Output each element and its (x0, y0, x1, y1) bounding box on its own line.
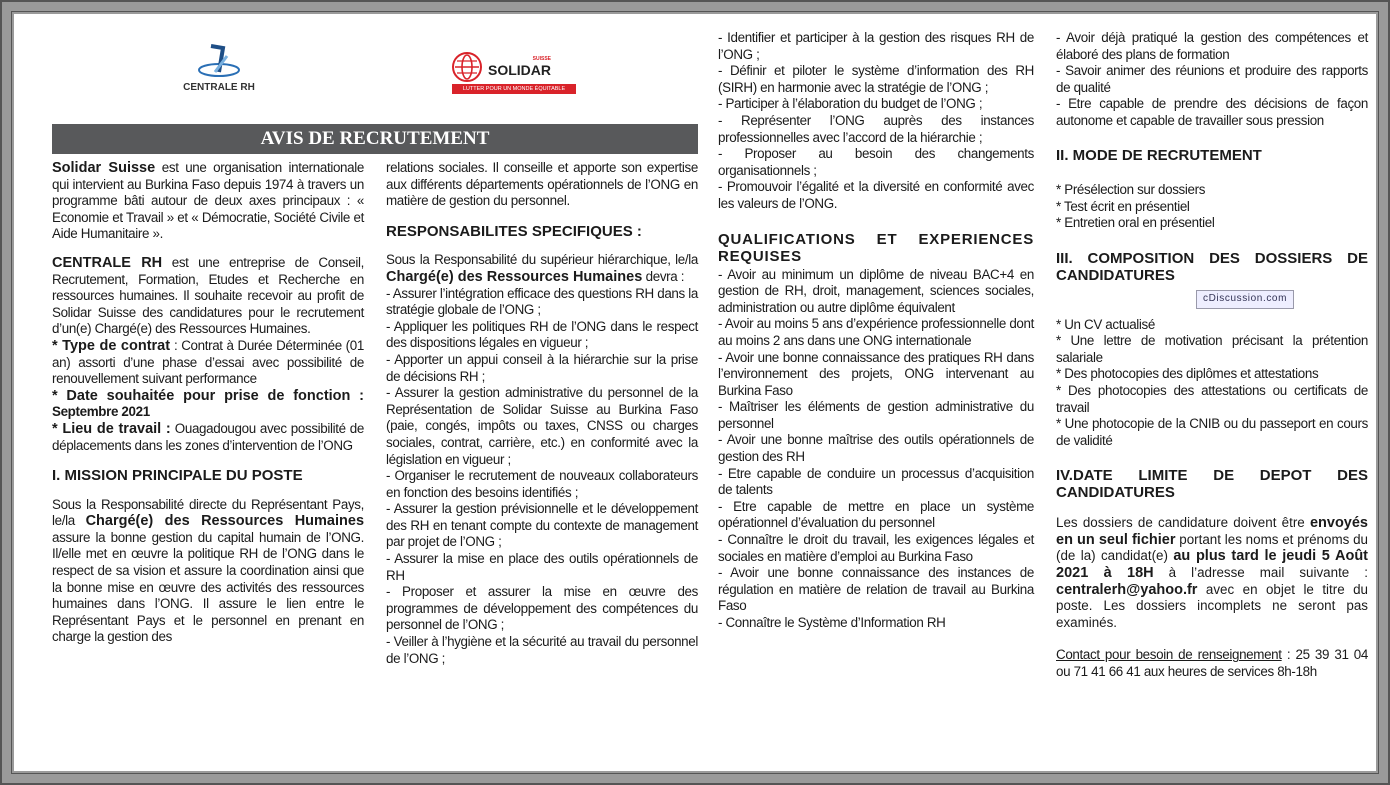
solidar-logo (452, 52, 592, 94)
globe-icon (452, 52, 482, 82)
doc-item: * Une lettre de motivation précisant la prétention salariale (1056, 333, 1368, 365)
intro-paragraph-solidar (52, 160, 364, 243)
qual-item: - Avoir au minimum un diplôme de niveau BAC+4 en gestion de RH, droit, management, sciences sociales, administration ou autre diplôme équivalent (718, 266, 1034, 315)
centrale-rh-logo-text: CENTRALE RH (183, 82, 255, 93)
logo-area (52, 30, 698, 122)
deadline-d: au plus tard le jeudi 5 Août 2021 à 18H (1056, 548, 1369, 582)
resp-intro-a: Sous la Responsabilité du supérieur hiérarchique, le/la (386, 252, 698, 268)
section-1-title: I. MISSION PRINCIPALE DU POSTE (52, 467, 303, 485)
list-item: - Définir et piloter le système d’information des RH (SIRH) en harmonie avec la stratégie de l’ONG ; (718, 63, 1034, 95)
mode-item: * Test écrit en présentiel (1056, 198, 1190, 214)
firm-desc: est une entreprise de Conseil, Recrutement, Formation, Etudes et Recherche en ressources humaines. Il souhaite recevoir au profit de Solidar Suisse des candidatures pour le recrutement d’un(e) Chargé(e) des Ressources Humaines. (52, 254, 364, 337)
qual-item: - Avoir une bonne connaissance des pratiques RH dans l’environnement des projets, ONG intervenant au Burkina Faso (718, 349, 1034, 398)
qual-item: - Connaître le Système d’Information RH (718, 615, 946, 630)
deadline-e: à l’adresse mail suivante : (1153, 565, 1368, 581)
page-content (32, 30, 1386, 783)
contact-text: : 25 39 31 04 ou 71 41 66 41 aux heures de services 8h-18h (1056, 647, 1368, 680)
resp-intro-c: devra : (642, 268, 685, 284)
centrale-rh-logo (164, 44, 274, 93)
list-item: - Organiser le recrutement de nouveaux collaborateurs en fonction des besoins identifiés ; (386, 468, 698, 500)
location-label: * Lieu de travail : (52, 420, 171, 437)
doc-item: * Des photocopies des attestations ou certificats de travail (1056, 382, 1368, 415)
qual-item: - Avoir une bonne maîtrise des outils opérationnels de gestion des RH (718, 432, 1034, 465)
mode-item: * Présélection sur dossiers (1056, 182, 1206, 198)
deadline-c: portant les noms et prénoms du (de la) candidat(e) (1056, 531, 1368, 564)
watermark: cDiscussion.com (1196, 290, 1294, 309)
list-item: - Promouvoir l’égalité et la diversité en conformité avec les valeurs de l’ONG. (718, 179, 1034, 211)
column-1 (52, 160, 364, 646)
mission-a: Sous la Responsabilité directe du Représentant Pays, le/la (52, 496, 364, 529)
qual-item: - Etre capable de conduire un processus d’acquisition de talents (718, 465, 1034, 498)
qual-item: - Connaître le droit du travail, les exigences légales et sociales en matière d’emploi au Burkina Faso (718, 532, 1034, 564)
location-text: Ouagadougou avec possibilité de déplacements dans les zones d’intervention de l’ONG (52, 420, 364, 453)
list-item: - Veiller à l’hygiène et la sécurité au travail du personnel de l’ONG ; (386, 634, 698, 666)
list-item: - Proposer au besoin des changements organisationnels ; (718, 146, 1034, 178)
list-item: - Participer à l’élaboration du budget de l’ONG ; (718, 96, 983, 112)
date-label: * Date souhaitée pour prise de fonction : (52, 387, 364, 404)
list-item: - Etre capable de prendre des décisions de façon autonome et capable de travailler sous pression (1056, 96, 1368, 128)
list-item: - Assurer la gestion administrative du personnel de la Représentation de Solidar Suisse au Burkina Faso (paie, congés, impôts ou taxes, CNSS ou charges sociales, contrat, carrière, etc.) en conformité avec la législation en vigueur ; (386, 385, 698, 467)
list-item: - Savoir animer des réunions et produire des rapports de qualité (1056, 63, 1368, 95)
doc-item: * Une photocopie de la CNIB ou du passeport en cours de validité (1056, 416, 1368, 448)
column-3 (718, 30, 1034, 632)
list-item: - Assurer la mise en place des outils opérationnels de RH (386, 551, 698, 583)
firm-name: CENTRALE RH (52, 254, 163, 271)
centrale-rh-mark-icon (197, 44, 241, 80)
contact-paragraph (1056, 647, 1368, 680)
mission-paragraph (52, 497, 364, 646)
list-item: - Appliquer les politiques RH de l’ONG dans le respect des dispositions légales en vigueur ; (386, 318, 698, 351)
solidar-super: SUISSE (532, 56, 551, 62)
list-item: - Avoir déjà pratiqué la gestion des compétences et élaboré des plans de formation (1056, 30, 1368, 62)
deadline-b: envoyés en un seul fichier (1056, 515, 1368, 548)
deadline-paragraph (1056, 515, 1368, 631)
section-4-title: IV.DATE LIMITE DE DEPOT DES CANDIDATURES (1056, 467, 1368, 502)
contact-label: Contact pour besoin de renseignement (1056, 647, 1282, 663)
email-link[interactable]: centralerh@yahoo.fr (1056, 581, 1198, 598)
deadline-g: avec en objet le titre du poste. Les dossiers incomplets ne seront pas examinés. (1056, 581, 1368, 630)
column-4 (1056, 30, 1368, 681)
contract-label: * Type de contrat (52, 337, 171, 354)
qual-item: - Avoir une bonne connaissance des instances de régulation en matière de relation de travail au Burkina Faso (718, 565, 1034, 614)
date-text: Septembre 2021 (52, 404, 150, 420)
responsibilities-title: RESPONSABILITES SPECIFIQUES : (386, 222, 642, 240)
section-3-title: III. COMPOSITION DES DOSSIERS DE CANDIDATURES (1056, 249, 1368, 284)
deadline-a: Les dossiers de candidature doivent être (1056, 515, 1310, 531)
section-2-title: II. MODE DE RECRUTEMENT (1056, 146, 1262, 164)
responsibilities-intro (386, 252, 698, 285)
qualifications-title: QUALIFICATIONS ET EXPERIENCES REQUISES (718, 230, 1034, 265)
doc-item: * Des photocopies des diplômes et attestations (1056, 366, 1319, 382)
list-item: - Proposer et assurer la mise en œuvre des programmes de développement des compétences du personnel de l’ONG ; (386, 584, 698, 633)
resp-intro-b: Chargé(e) des Ressources Humaines (386, 268, 643, 285)
qual-item: - Maîtriser les éléments de gestion administrative du personnel (718, 399, 1034, 431)
qual-item: - Avoir au moins 5 ans d’expérience professionnelle dont au moins 2 ans dans une ONG internationale (718, 316, 1034, 348)
solidar-name: SOLIDAR (488, 62, 551, 78)
list-item: - Identifier et participer à la gestion des risques RH de l’ONG ; (718, 30, 1034, 62)
work-location (52, 421, 364, 454)
org-desc: est une organisation internationale qui intervient au Burkina Faso depuis 1974 à travers un programme bâti autour de deux axes principaux : « Economie et Travail » et « Démocratie, Société Civile et Aide Humanitaire ». (52, 160, 364, 242)
list-item: - Représenter l’ONG auprès des instances professionnelles avec l’accord de la hiérarchie ; (718, 112, 1034, 145)
doc-item: * Un CV actualisé (1056, 316, 1155, 332)
list-item: - Assurer la gestion prévisionnelle et le développement des RH en tenant compte du contexte de management par projet de l’ONG ; (386, 501, 698, 550)
org-name: Solidar Suisse (52, 160, 156, 176)
qual-item: - Etre capable de mettre en place un système opérationnel d’évaluation du personnel (718, 498, 1034, 531)
intro-paragraph-centrale (52, 255, 364, 338)
mission-c: assure la bonne gestion du capital humain de l’ONG. Il/elle met en œuvre la politique RH de l’ONG dans le respect de sa vision et assure la coordination ainsi que la bonne mise en œuvre des activités des ressources humaines dans l’ONG. Il assure le lien entre le Représentant Pays et le personnel en prenant en charge la gestion des (52, 529, 364, 645)
mode-item: * Entretien oral en présentiel (1056, 215, 1215, 231)
contract-type (52, 338, 364, 388)
page-title: AVIS DE RECRUTEMENT (52, 124, 698, 154)
contract-text: : Contrat à Durée Déterminée (01 an) assorti d’une phase d’essai avec possibilité de renouvellement suivant performance (52, 337, 364, 387)
mission-b: Chargé(e) des Ressources Humaines (85, 513, 365, 530)
start-date (52, 388, 364, 421)
list-item: - Assurer l’intégration efficace des questions RH dans la stratégie globale de l’ONG ; (386, 285, 698, 318)
list-item: - Apporter un appui conseil à la hiérarchie sur la prise de décisions RH ; (386, 351, 698, 384)
mission-continued: relations sociales. Il conseille et apporte son expertise aux différents départements opérationnels de l’ONG en matière de gestion du personnel. (386, 160, 698, 209)
column-2 (386, 160, 698, 667)
solidar-tagline: LUTTER POUR UN MONDE ÉQUITABLE (452, 84, 576, 94)
